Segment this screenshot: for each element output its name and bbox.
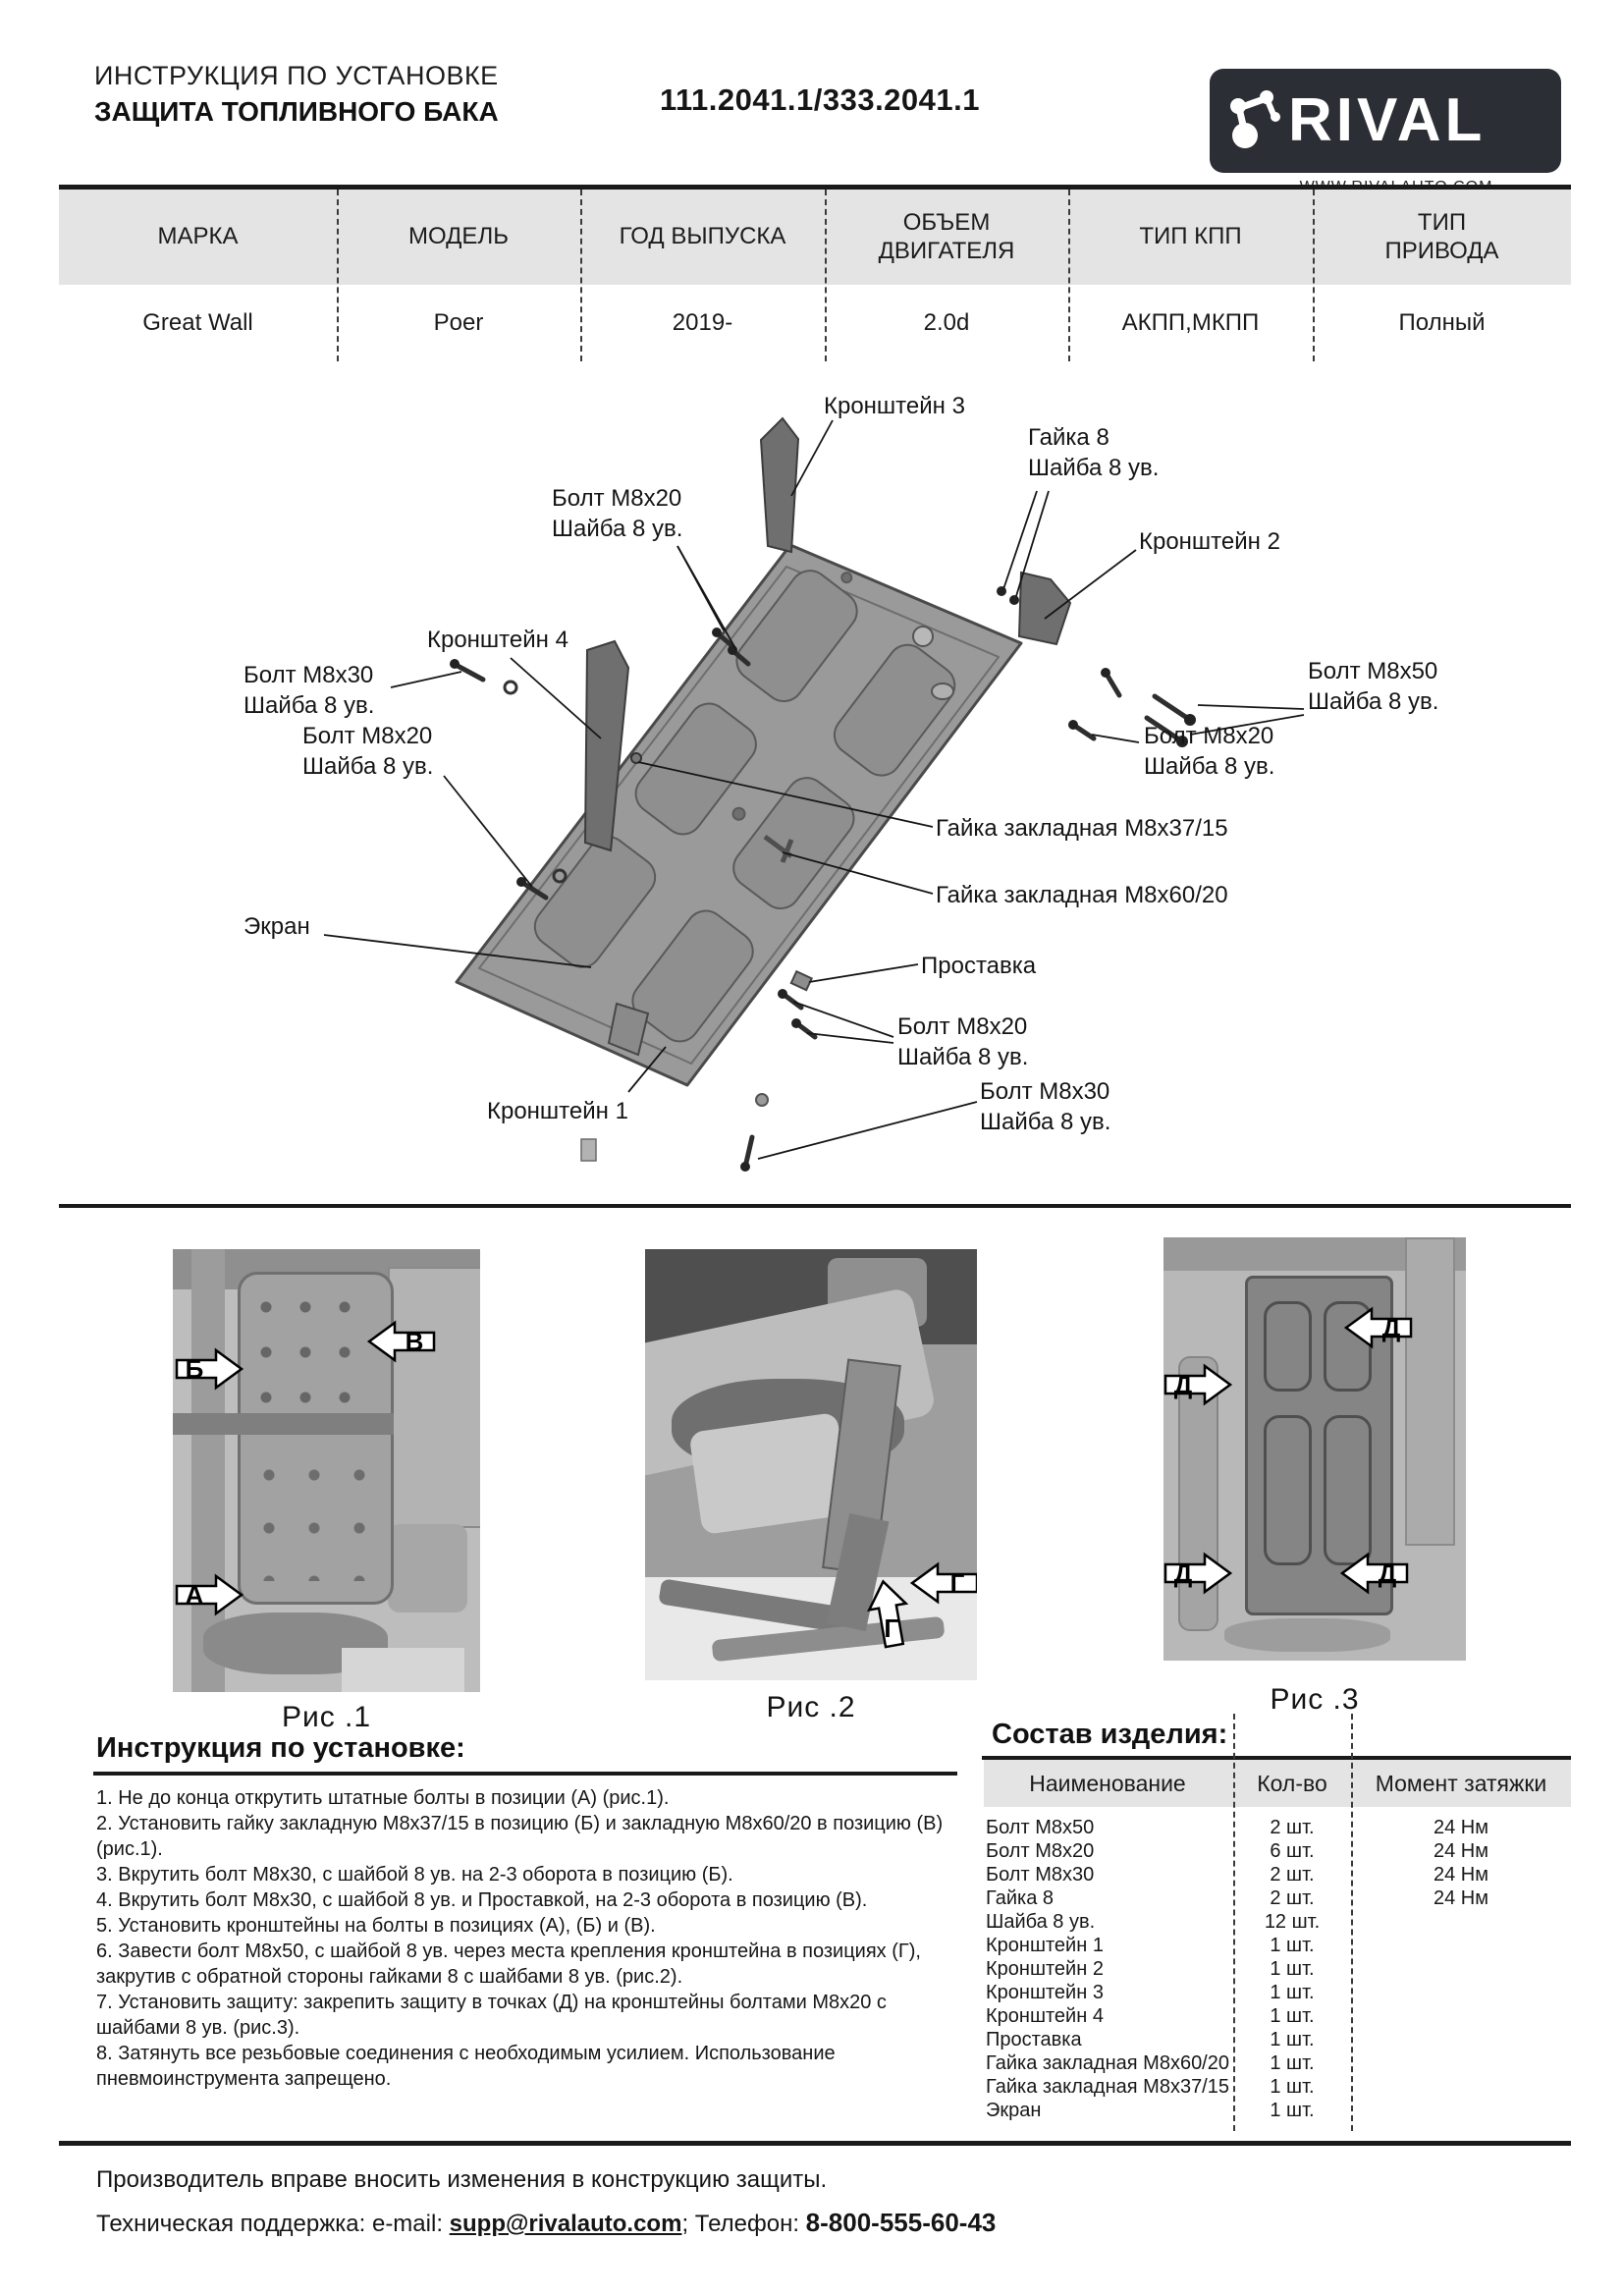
callout-nut-8: Гайка 8 Шайба 8 ув. (1028, 424, 1160, 481)
footer-divider (59, 2141, 1571, 2146)
table-separator (1351, 1714, 1353, 2131)
step: 4. Вкрутить болт М8х30, с шайбой 8 ув. и Проставкой, на 2-3 оборота в позицию (В). (96, 1889, 868, 1911)
part-qty: 12 шт. (1264, 1911, 1321, 1933)
callout-captive-nut-m8x37: Гайка закладная М8х37/15 (936, 815, 1228, 842)
part-qty: 1 шт. (1270, 1982, 1315, 2003)
step: 2. Установить гайку закладную М8х37/15 в позицию (Б) и закладную М8х60/20 в позицию (В) (рис.1). (96, 1813, 944, 1860)
parts-col-torque: Момент затяжки (1375, 1770, 1547, 1796)
part-name: Кронштейн 2 (986, 1958, 1104, 1980)
callout-shield: Экран (243, 913, 310, 940)
callout-bolt-m8x20-top: Болт М8х20 Шайба 8 ув. (552, 485, 683, 542)
part-torque: 24 Нм (1434, 1864, 1488, 1886)
table-separator (825, 190, 827, 361)
part-name: Болт М8х30 (986, 1864, 1095, 1886)
vehicle-value-year: 2019- (672, 309, 733, 336)
section-divider (59, 1204, 1571, 1208)
callout-bracket-1: Кронштейн 1 (487, 1098, 628, 1124)
position-d-arrow (1163, 1363, 1234, 1406)
manufacturer-note: Производитель вправе вносить изменения в конструкцию защиты. (96, 2166, 828, 2193)
part-name: Кронштейн 1 (986, 1935, 1104, 1956)
svg-text:Д: Д (1173, 1558, 1193, 1588)
underbody-photo-1 (173, 1249, 480, 1692)
svg-text:Г: Г (949, 1568, 965, 1598)
vehicle-value-engine: 2.0d (923, 309, 970, 336)
support-mid: ; Телефон: (681, 2211, 806, 2237)
parts-heading: Состав изделия: (992, 1719, 1228, 1750)
part-name: Гайка закладная М8х60/20 (986, 2052, 1229, 2074)
position-d-arrow (1342, 1306, 1413, 1349)
position-d-arrow (1163, 1552, 1234, 1595)
support-line (96, 2208, 996, 2238)
part-name: Кронштейн 3 (986, 1982, 1104, 2003)
vehicle-col-header: МАРКА (157, 223, 239, 250)
callout-bolt-m8x30-bottom: Болт М8х30 Шайба 8 ув. (980, 1078, 1111, 1135)
callout-bracket-4: Кронштейн 4 (427, 627, 568, 653)
support-prefix: Техническая поддержка: e-mail: (96, 2211, 450, 2237)
position-d-arrow (1338, 1552, 1409, 1595)
step: 7. Установить защиту: закрепить защиту в точках (Д) на кронштейны болтами М8х20 с шайбами 8 ув. (рис.3). (96, 1992, 887, 2039)
bracket-3-shape (761, 418, 798, 552)
callout-bolt-m8x20-right: Болт М8х20 Шайба 8 ув. (1144, 723, 1275, 780)
figure-3-caption: Рис .3 (1270, 1683, 1360, 1716)
table-separator (580, 190, 582, 361)
bracket-2-shape (1019, 573, 1070, 644)
svg-text:Д: Д (1381, 1313, 1401, 1342)
parts-col-name: Наименование (1029, 1770, 1186, 1796)
part-name: Гайка 8 (986, 1887, 1054, 1909)
step: 5. Установить кронштейны на болты в позициях (А), (Б) и (В). (96, 1915, 656, 1937)
position-a-arrow (175, 1573, 245, 1616)
part-qty: 1 шт. (1270, 2029, 1315, 2050)
doc-title-line1: ИНСТРУКЦИЯ ПО УСТАНОВКЕ (94, 61, 499, 90)
vehicle-col-header: ТИП КПП (1139, 223, 1242, 250)
instructions-steps (96, 1785, 958, 2092)
vehicle-value-drive: Полный (1398, 309, 1486, 336)
part-number: 111.2041.1/333.2041.1 (660, 82, 980, 117)
vehicle-value-model: Poer (433, 309, 484, 336)
part-qty: 1 шт. (1270, 1958, 1315, 1980)
position-g-arrow (908, 1561, 977, 1605)
instructions-heading: Инструкция по установке: (96, 1732, 465, 1764)
callout-spacer: Проставка (921, 953, 1037, 979)
doc-title-line2: ЗАЩИТА ТОПЛИВНОГО БАКА (94, 96, 499, 127)
svg-text:Б: Б (185, 1354, 204, 1384)
step: 1. Не до конца открутить штатные болты в позиции (А) (рис.1). (96, 1787, 670, 1809)
part-name: Болт М8х50 (986, 1817, 1095, 1838)
callout-bolt-m8x20-bottom: Болт М8х20 Шайба 8 ув. (897, 1013, 1029, 1070)
rival-logo-icon (1225, 84, 1288, 157)
part-qty: 1 шт. (1270, 1935, 1315, 1956)
part-torque: 24 Нм (1434, 1840, 1488, 1862)
vehicle-col-header: ГОД ВЫПУСКА (619, 223, 786, 250)
brand-name: RIVAL (1288, 86, 1487, 154)
step: 6. Завести болт М8х50, с шайбой 8 ув. через места крепления кронштейна в позициях (Г), закрутив с обратной стороны гайками 8 с шайбами 8 ув. (рис.2). (96, 1941, 921, 1988)
vehicle-col-header: МОДЕЛЬ (408, 223, 509, 250)
part-torque: 24 Нм (1434, 1817, 1488, 1838)
callout-bracket-2: Кронштейн 2 (1139, 528, 1280, 555)
svg-text:В: В (405, 1327, 424, 1356)
part-qty: 6 шт. (1270, 1840, 1315, 1862)
svg-text:Г: Г (884, 1613, 899, 1643)
callout-bracket-3: Кронштейн 3 (824, 393, 965, 419)
part-name: Экран (986, 2100, 1042, 2121)
part-name: Кронштейн 4 (986, 2005, 1104, 2027)
part-torque: 24 Нм (1434, 1887, 1488, 1909)
part-qty: 1 шт. (1270, 2052, 1315, 2074)
exploded-view-diagram (0, 373, 1623, 1208)
table-separator (1313, 190, 1315, 361)
vehicle-col-header: ТИП ПРИВОДА (1384, 208, 1499, 264)
instructions-underline (93, 1772, 957, 1776)
svg-text:Д: Д (1173, 1370, 1193, 1399)
part-name: Шайба 8 ув. (986, 1911, 1096, 1933)
support-phone: 8-800-555-60-43 (805, 2208, 997, 2237)
callout-bolt-m8x50: Болт М8х50 Шайба 8 ув. (1308, 658, 1439, 715)
rival-logo (1210, 69, 1561, 173)
table-separator (337, 190, 339, 361)
vehicle-value-gearbox: АКПП,МКПП (1121, 309, 1260, 336)
underbody-photo-2 (645, 1249, 977, 1680)
svg-text:А: А (185, 1580, 204, 1610)
step: 8. Затянуть все резьбовые соединения с необходимым усилием. Использование пневмоинструмента запрещено. (96, 2043, 836, 2090)
part-name: Проставка (986, 2029, 1082, 2050)
step: 3. Вкрутить болт М8х30, с шайбой 8 ув. на 2-3 оборота в позицию (Б). (96, 1864, 733, 1886)
vehicle-value-brand: Great Wall (142, 309, 253, 336)
part-qty: 1 шт. (1270, 2005, 1315, 2027)
underbody-photo-3 (1163, 1237, 1466, 1661)
callout-bolt-m8x20-left: Болт М8х20 Шайба 8 ув. (302, 723, 434, 780)
part-qty: 1 шт. (1270, 2076, 1315, 2098)
part-name: Гайка закладная М8х37/15 (986, 2076, 1229, 2098)
vehicle-col-header: ОБЪЕМ ДВИГАТЕЛЯ (878, 208, 1015, 264)
callout-captive-nut-m8x60: Гайка закладная М8х60/20 (936, 882, 1228, 908)
callout-bolt-m8x30-left: Болт М8х30 Шайба 8 ув. (243, 662, 375, 719)
position-v-arrow (365, 1320, 436, 1363)
table-separator (1068, 190, 1070, 361)
figure-1-caption: Рис .1 (281, 1701, 372, 1733)
part-qty: 2 шт. (1270, 1817, 1315, 1838)
figure-2-caption: Рис .2 (766, 1691, 856, 1723)
part-name: Болт М8х20 (986, 1840, 1095, 1862)
part-qty: 1 шт. (1270, 2100, 1315, 2121)
part-qty: 2 шт. (1270, 1864, 1315, 1886)
svg-text:Д: Д (1378, 1558, 1397, 1588)
support-email: supp@rivalauto.com (449, 2211, 682, 2237)
position-b-arrow (175, 1347, 245, 1391)
parts-col-qty: Кол-во (1257, 1770, 1327, 1796)
part-qty: 2 шт. (1270, 1887, 1315, 1909)
